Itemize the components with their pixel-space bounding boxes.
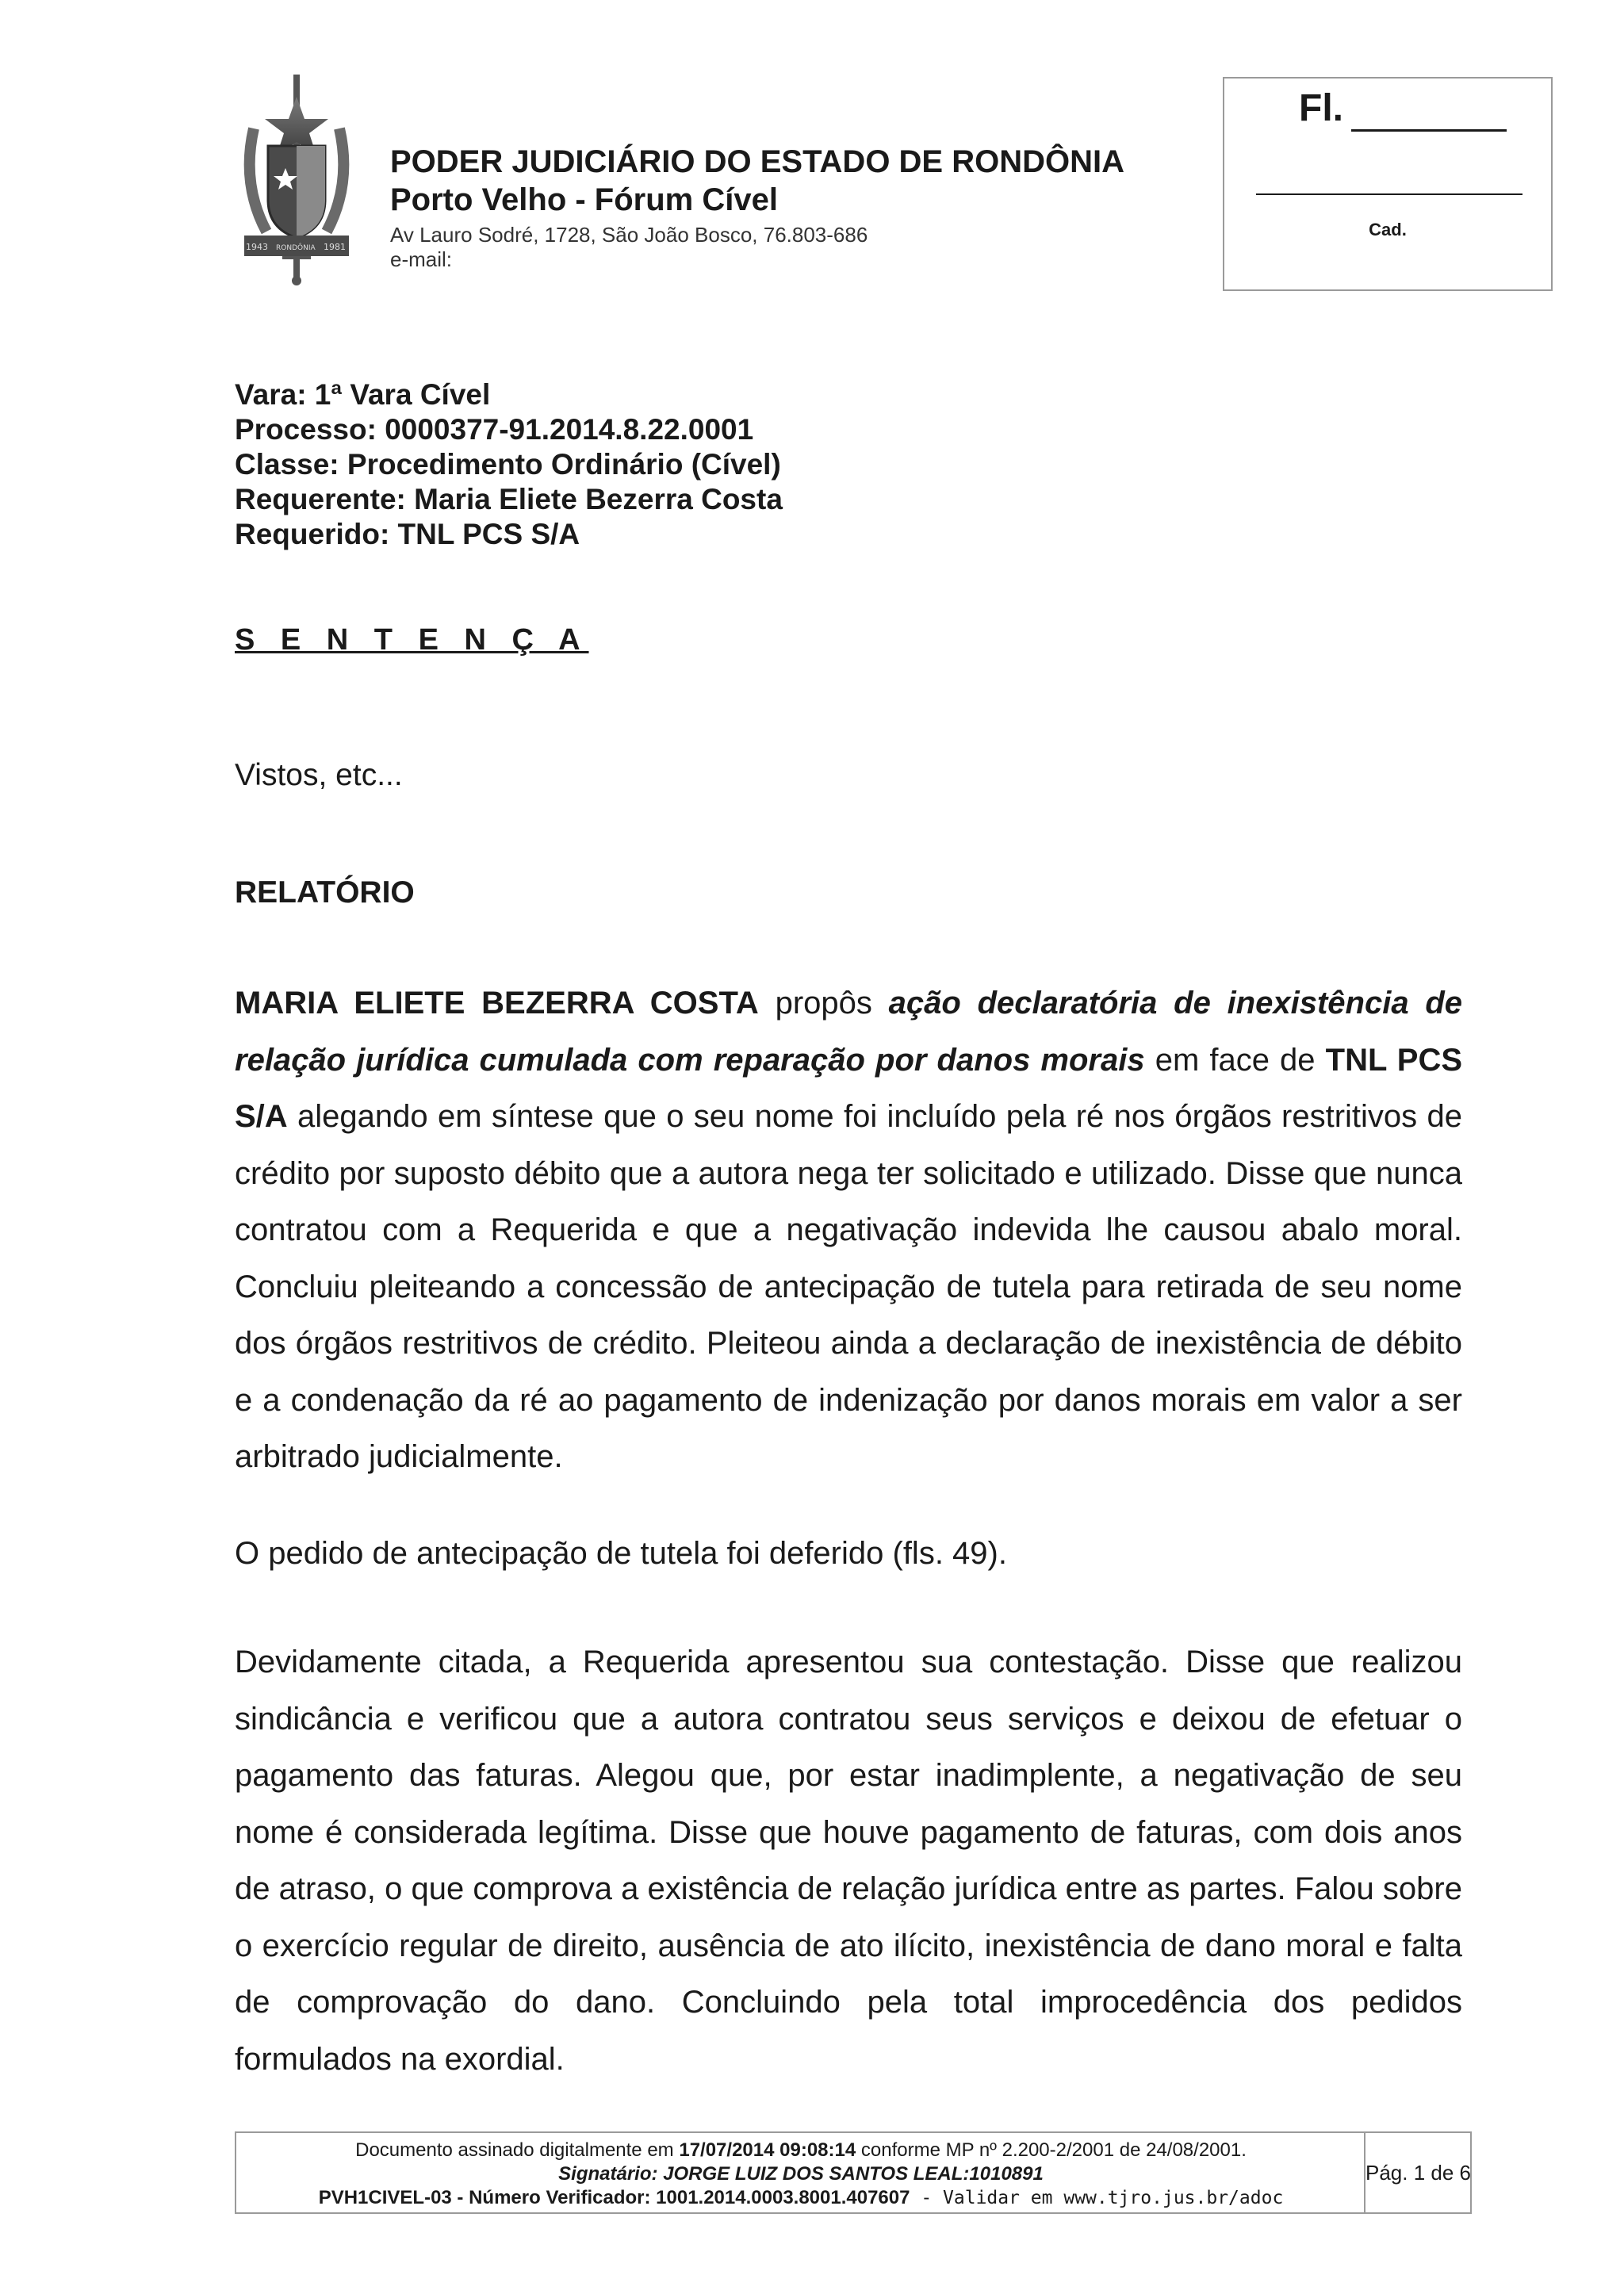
paragraph-2: O pedido de antecipação de tutela foi deferido (fls. 49). xyxy=(235,1536,1007,1571)
cad-label: Cad. xyxy=(1369,220,1407,239)
signed-suffix: conforme MP nº 2.200-2/2001 de 24/08/2001. xyxy=(856,2139,1247,2161)
validate-link[interactable]: - Validar em www.tjro.jus.br/adoc xyxy=(910,2188,1284,2208)
case-vara: Vara: 1ª Vara Cível xyxy=(235,378,491,411)
folio-box xyxy=(1223,77,1553,291)
court-address: Av Lauro Sodré, 1728, São João Bosco, 76.803-686 xyxy=(390,223,868,247)
paragraph-1-verb: propôs xyxy=(758,986,889,1021)
document-heading: S E N T E N Ç A xyxy=(235,623,589,657)
folio-label: Fl. xyxy=(1299,87,1343,129)
seal-year-right: 1981 xyxy=(324,242,346,252)
case-processo: Processo: 0000377-91.2014.8.22.0001 xyxy=(235,413,754,446)
court-email-label: e-mail: xyxy=(390,247,453,271)
paragraph-1-rest: alegando em síntese que o seu nome foi incluído pela ré nos órgãos restritivos de crédito por suposto débito que a autora nega ter solicitado e utilizado. Disse que nunca contratou com a Requerida e que a negativação indevida lhe causou abalo moral. Concluiu pleiteando a concessão de antecipação de tutela para retirada de seu nome dos órgãos restritivos de crédito. Pleiteou ainda a declaração de inexistência de débito e a condenação da ré ao pagamento de indenização por danos morais em valor a ser arbitrado judicialmente. xyxy=(235,1099,1462,1474)
defendant-name: TNL PCS S/A xyxy=(235,1042,1463,1134)
signature-details xyxy=(236,2133,1365,2212)
court-title: PODER JUDICIÁRIO DO ESTADO DE RONDÔNIA xyxy=(390,144,1124,179)
cad-signature-line xyxy=(1256,193,1522,195)
case-info xyxy=(235,377,783,552)
paragraph-3: Devidamente citada, a Requerida apresentou sua contestação. Disse que realizou sindicância e verificou que a autora contratou seus serviços e deixou de efetuar o pagamento das faturas. Alegou que, por estar inadimplente, a negativação de seu nome é considerada legítima. Disse que houve pagamento de faturas, com dois anos de atraso, o que comprova a existência de relação jurídica entre as partes. Falou sobre o exercício regular de direito, ausência de ato ilícito, inexistência de dano moral e falta de comprovação do dano. Concluindo pela total improcedência dos pedidos formulados na exordial. xyxy=(235,1645,1462,2077)
action-type: ação declaratória de inexistência de relação jurídica cumulada com reparação por danos morais xyxy=(235,986,1463,1078)
case-requerido: Requerido: TNL PCS S/A xyxy=(235,518,580,550)
section-title: RELATÓRIO xyxy=(235,875,415,910)
signed-datetime: 17/07/2014 09:08:14 xyxy=(679,2139,856,2161)
seal-year-left: 1943 xyxy=(246,242,268,252)
page-number: Pág. 1 de 6 xyxy=(1365,2161,1471,2185)
court-subtitle: Porto Velho - Fórum Cível xyxy=(390,182,778,217)
verifier-number: PVH1CIVEL-03 - Número Verificador: 1001.2014.0003.8001.407607 xyxy=(318,2187,910,2208)
signed-info xyxy=(236,2139,1365,2162)
verifier-line xyxy=(236,2187,1365,2209)
greeting: Vistos, etc... xyxy=(235,758,403,792)
signature-footer xyxy=(235,2131,1472,2214)
case-requerente: Requerente: Maria Eliete Bezerra Costa xyxy=(235,483,783,515)
plaintiff-name: MARIA ELIETE BEZERRA COSTA xyxy=(235,986,759,1021)
court-header xyxy=(390,143,1124,271)
rondonia-coat-of-arms-icon xyxy=(238,73,355,287)
folio-blank-line xyxy=(1351,129,1507,132)
paragraph-1-in-face: em face de xyxy=(1144,1042,1326,1078)
case-classe: Classe: Procedimento Ordinário (Cível) xyxy=(235,448,781,481)
paragraph-1 xyxy=(235,975,1462,1486)
signatory: Signatário: JORGE LUIZ DOS SANTOS LEAL:1010891 xyxy=(558,2163,1044,2185)
seal-banner-text: RONDÔNIA xyxy=(276,244,316,252)
signed-prefix: Documento assinado digitalmente em xyxy=(355,2139,680,2161)
